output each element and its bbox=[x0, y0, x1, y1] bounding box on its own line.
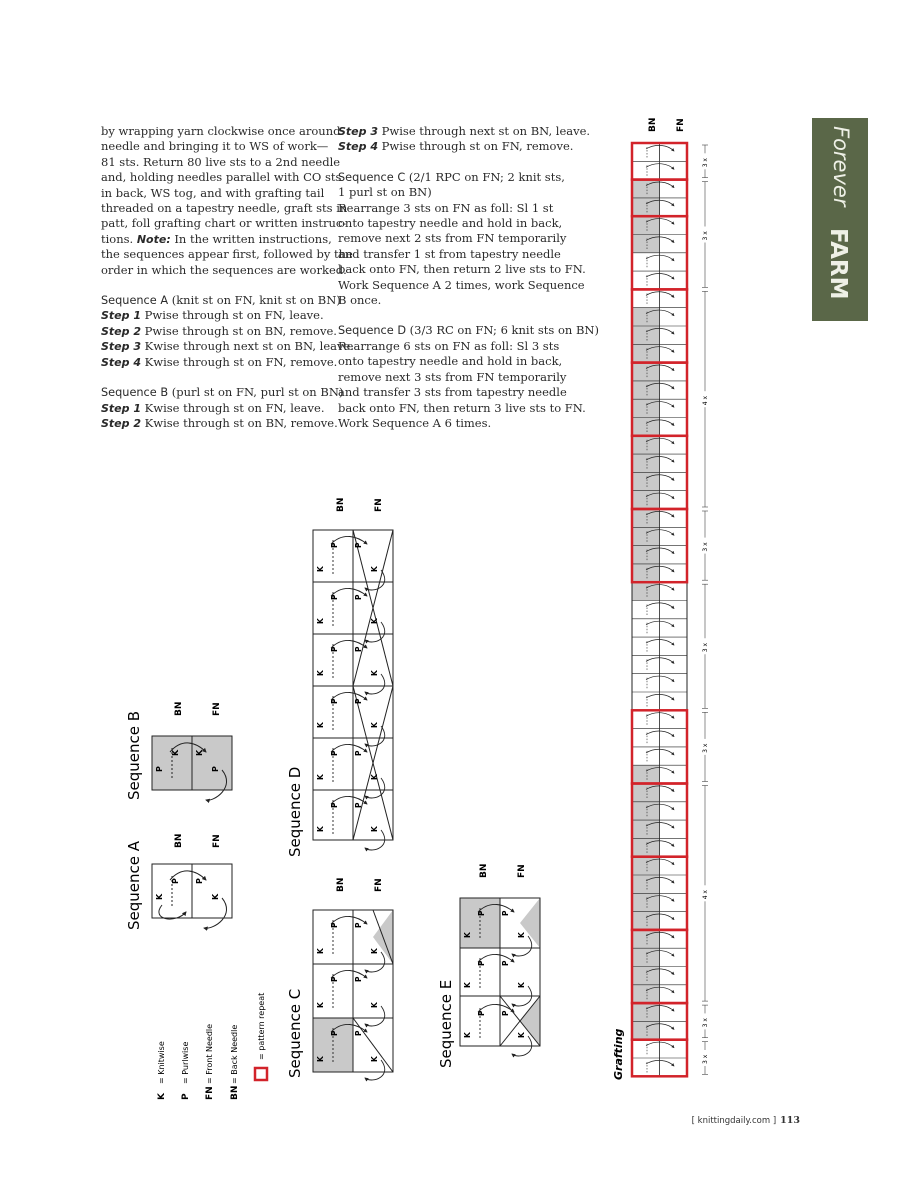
cell-label: K bbox=[316, 1056, 325, 1062]
cell-label: K bbox=[463, 982, 472, 988]
sequence-a-chart bbox=[152, 864, 232, 928]
cell-label: P bbox=[330, 594, 339, 600]
svg-text:BN: BN bbox=[230, 1085, 240, 1100]
sequence-a-title: Sequence A bbox=[125, 840, 143, 930]
svg-text:FN: FN bbox=[517, 864, 527, 878]
sequence-a-text: Sequence A (knit st on FN, knit st on BN) Step 1 Pwise through st on FN, leave. Step 2 Pwise through st on BN, remove. Step 3 Kwise through next st on BN, leave. Step 4 Kwise through st on FN, remove. bbox=[101, 293, 354, 369]
cell-label: K bbox=[316, 670, 325, 676]
cell-label: K bbox=[370, 566, 379, 572]
svg-text:= Knitwise: = Knitwise bbox=[157, 1041, 166, 1084]
cell-label: P bbox=[354, 594, 363, 600]
cell-label: P bbox=[354, 922, 363, 928]
cell-label: K bbox=[370, 722, 379, 728]
repeat-marker: 3 x bbox=[702, 231, 709, 241]
svg-text:BN: BN bbox=[336, 497, 346, 512]
cell-label: P bbox=[501, 1010, 510, 1016]
cell-label: K bbox=[370, 826, 379, 832]
svg-text:BN: BN bbox=[479, 863, 489, 878]
cell-label: P bbox=[354, 802, 363, 808]
repeat-marker: 3 x bbox=[702, 743, 709, 753]
cell-label: P bbox=[354, 698, 363, 704]
cell-label: P bbox=[330, 646, 339, 652]
sequence-b-continued: Step 3 Pwise through next st on BN, leave. Step 4 Pwise through st on FN, remove. bbox=[338, 124, 591, 154]
svg-text:K: K bbox=[211, 893, 220, 900]
cell-label: K bbox=[463, 932, 472, 938]
cell-label: P bbox=[330, 698, 339, 704]
sequence-c-text: Sequence C (2/1 RPC on FN; 2 knit sts, 1 purl st on BN) Rearrange 3 sts on FN as foll: Sl 1 st onto tapestry needle and hold in back, remove next 2 sts from FN temporarily and transfer 1 st from tapestry needle back onto FN, then return 2 live sts to FN. Work Sequence A 2 times, work Sequence B once. bbox=[338, 169, 586, 308]
sequence-c-chart bbox=[313, 910, 393, 1072]
chart-legend bbox=[157, 993, 267, 1100]
repeat-marker: 4 x bbox=[702, 890, 709, 900]
svg-text:FN: FN bbox=[676, 118, 686, 132]
svg-text:K: K bbox=[157, 1093, 167, 1100]
cell-label: P bbox=[501, 910, 510, 916]
cell-label: K bbox=[370, 774, 379, 780]
cell-label: K bbox=[517, 932, 526, 938]
svg-text:FN: FN bbox=[374, 878, 384, 892]
sequence-e-title: Sequence E bbox=[437, 979, 455, 1068]
cell-label: K bbox=[316, 566, 325, 572]
svg-text:FN: FN bbox=[205, 1086, 215, 1100]
svg-text:= Purlwise: = Purlwise bbox=[181, 1041, 190, 1084]
cell-label: P bbox=[354, 1030, 363, 1036]
cell-label: K bbox=[370, 948, 379, 954]
svg-text:P: P bbox=[195, 878, 204, 884]
sequence-b-title: Sequence B bbox=[125, 710, 143, 800]
svg-text:= Back Needle: = Back Needle bbox=[230, 1024, 239, 1084]
cell-label: P bbox=[330, 1030, 339, 1036]
cell-label: P bbox=[330, 542, 339, 548]
cell-label: K bbox=[316, 948, 325, 954]
cell-label: P bbox=[354, 750, 363, 756]
sequence-c-title: Sequence C bbox=[286, 988, 304, 1078]
sequence-b-chart bbox=[152, 736, 232, 800]
footer-site: [ knittingdaily.com ] bbox=[691, 1116, 777, 1126]
sequence-d-chart bbox=[313, 530, 393, 840]
intro-paragraph: by wrapping yarn clockwise once around needle and bringing it to WS of work— 81 sts. Return 80 live sts to a 2nd needle and, holding needles parallel with CO sts in back, WS tog, and with grafting tail threaded on a tapestry needle, graft sts in patt, foll grafting chart or written instruc- tions. Note: In the written instructions, the sequences appear first, followed by the order in which the sequences are worked. bbox=[101, 124, 353, 277]
sequence-d-text: Sequence D (3/3 RC on FN; 6 knit sts on BN) Rearrange 6 sts on FN as foll: Sl 3 sts onto tapestry needle and hold in back, remove next 3 sts from FN temporarily and transfer 3 sts from tapestry needle back onto FN, then return 3 live sts to FN. Work Sequence A 6 times. bbox=[338, 323, 599, 430]
svg-text:P: P bbox=[155, 766, 164, 772]
svg-text:BN: BN bbox=[174, 701, 184, 716]
sequence-d-title: Sequence D bbox=[286, 766, 304, 857]
svg-text:P: P bbox=[181, 1093, 191, 1100]
svg-text:P: P bbox=[211, 766, 220, 772]
cell-label: K bbox=[316, 618, 325, 624]
svg-text:= Front Needle: = Front Needle bbox=[205, 1023, 214, 1084]
svg-text:K: K bbox=[195, 749, 204, 756]
cell-label: P bbox=[330, 802, 339, 808]
sequence-d-heading: Sequence D bbox=[338, 324, 407, 338]
sequence-a-heading: Sequence A bbox=[101, 294, 169, 308]
page-footer bbox=[640, 1115, 800, 1126]
svg-text:FN: FN bbox=[374, 498, 384, 512]
sequence-c-heading: Sequence C bbox=[338, 170, 406, 184]
logo-script-text: Forever bbox=[829, 126, 853, 207]
pattern-repeat-swatch bbox=[255, 1068, 267, 1080]
cell-label: P bbox=[330, 750, 339, 756]
grafting-chart bbox=[632, 143, 709, 1076]
cell-label: P bbox=[501, 960, 510, 966]
page-number: 113 bbox=[780, 1115, 800, 1126]
repeat-marker: 3 x bbox=[702, 158, 709, 168]
cell-label: P bbox=[330, 976, 339, 982]
svg-text:P: P bbox=[171, 878, 180, 884]
repeat-marker: 4 x bbox=[702, 395, 709, 406]
cell-label: K bbox=[517, 982, 526, 988]
cell-label: K bbox=[370, 670, 379, 676]
sequence-b-heading: Sequence B bbox=[101, 386, 169, 400]
note-label: Note: bbox=[136, 232, 171, 246]
svg-text:BN: BN bbox=[174, 833, 184, 848]
repeat-marker: 3 x bbox=[702, 1018, 709, 1028]
grafting-title: Grafting bbox=[612, 1028, 625, 1080]
svg-text:FN: FN bbox=[212, 702, 222, 716]
cell-label: K bbox=[316, 1002, 325, 1008]
svg-text:FN: FN bbox=[212, 834, 222, 848]
cell-label: K bbox=[316, 774, 325, 780]
cell-label: P bbox=[477, 960, 486, 966]
svg-text:K: K bbox=[171, 749, 180, 756]
cell-label: K bbox=[370, 1056, 379, 1062]
cell-label: K bbox=[370, 1002, 379, 1008]
cell-label: P bbox=[354, 542, 363, 548]
cell-label: P bbox=[354, 976, 363, 982]
cell-label: K bbox=[370, 618, 379, 624]
repeat-marker: 3 x bbox=[702, 542, 709, 552]
svg-text:BN: BN bbox=[648, 117, 658, 132]
cell-label: K bbox=[463, 1032, 472, 1038]
cell-label: P bbox=[477, 1010, 486, 1016]
svg-text:= pattern repeat: = pattern repeat bbox=[257, 992, 266, 1060]
cell-label: K bbox=[316, 826, 325, 832]
cell-label: K bbox=[517, 1032, 526, 1038]
sequence-e-chart bbox=[460, 898, 540, 1046]
cell-label: P bbox=[477, 910, 486, 916]
repeat-marker: 3 x bbox=[702, 1054, 709, 1064]
cell-label: P bbox=[354, 646, 363, 652]
sequence-b-text: Sequence B (purl st on FN, purl st on BN) Step 1 Kwise through st on FN, leave. Step 2 Kwise through st on BN, remove. bbox=[101, 385, 344, 430]
svg-text:BN: BN bbox=[336, 877, 346, 892]
repeat-marker: 3 x bbox=[702, 642, 709, 653]
cell-label: K bbox=[316, 722, 325, 728]
logo-block-text: FARM bbox=[825, 228, 851, 300]
cell-label: P bbox=[330, 922, 339, 928]
svg-text:K: K bbox=[155, 893, 164, 900]
